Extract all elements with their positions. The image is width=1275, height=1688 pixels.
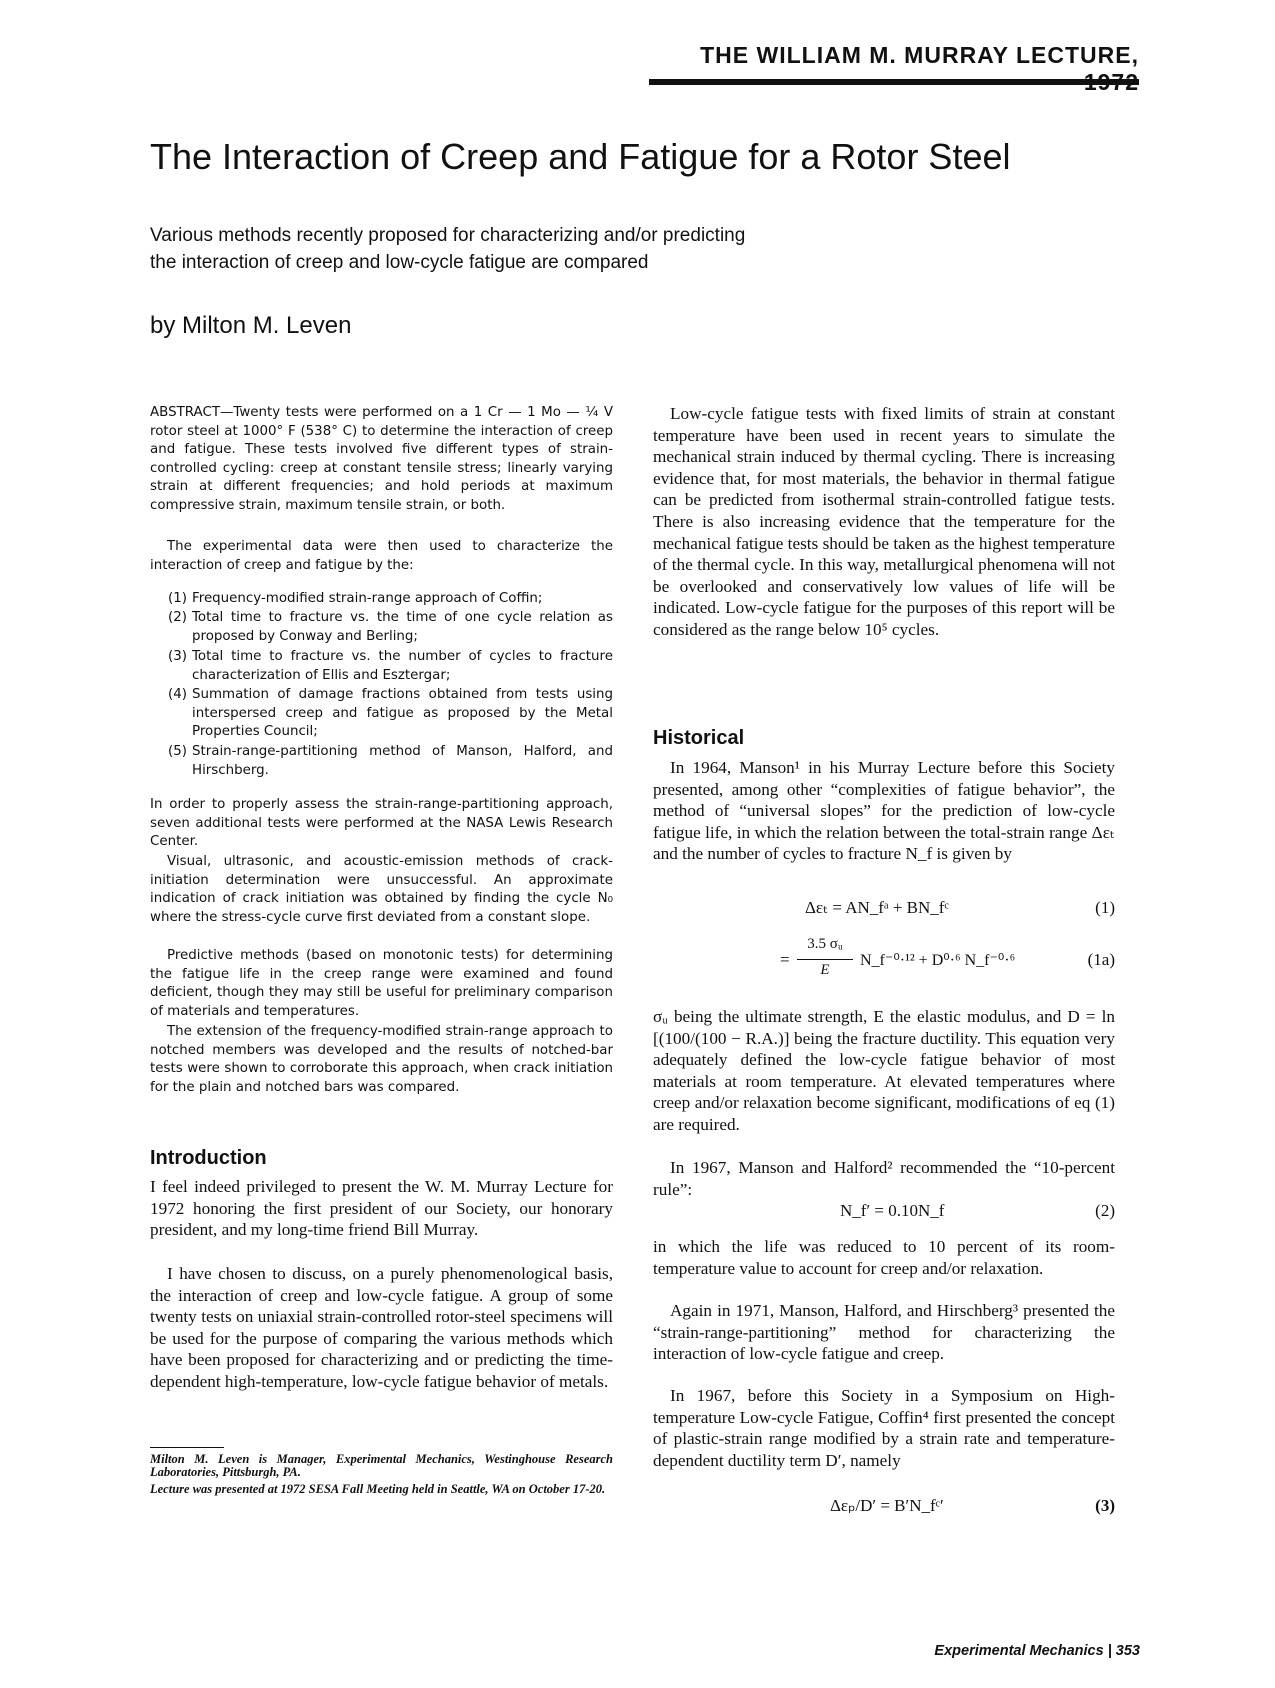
equation-1: Δεₜ = AN_fᵃ + BN_fᶜ xyxy=(805,898,949,917)
historical-paragraph-3: In 1967, Manson and Halford² recommended the “10-percent rule”: xyxy=(653,1158,1115,1199)
list-text: Strain-range-partitioning method of Manson, Halford, and Hirschberg. xyxy=(192,744,613,778)
abstract-paragraph-4: Visual, ultrasonic, and acoustic-emission methods of crack-initiation determination were unsuccessful. An approximate indication of crack initiation was obtained by finding the cycle N₀ where the stress-cycle curve first deviated from a constant slope. xyxy=(150,854,613,925)
introduction-paragraph-1: I feel indeed privileged to present the W. M. Murray Lecture for 1972 honoring the first president of our Society, our honorary president, and my long-time friend Bill Murray. xyxy=(150,1177,613,1240)
equation-1a-denominator: E xyxy=(820,962,830,978)
footer-separator: | xyxy=(1107,1643,1112,1659)
page-number: 353 xyxy=(1115,1643,1140,1659)
equation-3: Δεₚ/D′ = B′N_fᶜ′ xyxy=(830,1496,944,1515)
header-rule xyxy=(649,79,1139,85)
historical-paragraph-5: Again in 1971, Manson, Halford, and Hirschberg³ presented the “strain-range-partitioning” method for characterizing the interaction of low-cycle fatigue and creep. xyxy=(653,1301,1115,1364)
equation-1-number: (1) xyxy=(1095,898,1115,917)
introduction-paragraph-2: I have chosen to discuss, on a purely phenomenological basis, the interaction of creep and low-cycle fatigue. A group of some twenty tests on uniaxial strain-controlled rotor-steel specimens will be used for the purpose of comparing the various methods which have been proposed for characterizing and or predicting the time-dependent high-temperature, low-cycle fatigue behavior of metals. xyxy=(150,1264,613,1391)
abstract-paragraph-3: In order to properly assess the strain-range-partitioning approach, seven additional tests were performed at the NASA Lewis Research Center. xyxy=(150,797,613,850)
historical-paragraph-2: σᵤ being the ultimate strength, E the elastic modulus, and D = ln [(100/(100 − R.A.)] being the fracture ductility. This equation very adequately defined the low-cycle fatigue behavior of most materials at room temperature. At elevated temperatures where creep and/or relaxation become significant, modifications of eq (1) are required. xyxy=(653,1007,1115,1134)
historical-paragraph-4: in which the life was reduced to 10 percent of its room-temperature value to account for creep and/or relaxation. xyxy=(653,1237,1115,1278)
equation-2: N_f′ = 0.10N_f xyxy=(840,1201,945,1220)
article-title: The Interaction of Creep and Fatigue for a Rotor Steel xyxy=(150,136,1011,177)
equation-1a-equals: = xyxy=(780,950,790,969)
journal-name: Experimental Mechanics xyxy=(934,1643,1104,1659)
byline: by Milton M. Leven xyxy=(150,312,352,339)
historical-paragraph-6: In 1967, before this Society in a Symposium on High-temperature Low-cycle Fatigue, Coffin⁴ first presented the concept of plastic-strain range modified by a strain rate and temperature-dependent ductility term D′, namely xyxy=(653,1386,1115,1470)
list-text: Total time to fracture vs. the time of one cycle relation as proposed by Conway and Berling; xyxy=(192,610,613,644)
equation-1a-number: (1a) xyxy=(1087,950,1115,969)
list-text: Frequency-modified strain-range approach of Coffin; xyxy=(192,591,543,606)
meeting-footnote: Lecture was presented at 1972 SESA Fall Meeting held in Seattle, WA on October 17-20. xyxy=(150,1482,606,1496)
abstract-paragraph-2: The experimental data were then used to characterize the interaction of creep and fatigue by the: xyxy=(150,539,613,573)
abstract-paragraph-6: The extension of the frequency-modified strain-range approach to notched members was developed and the results of notched-bar tests were shown to corroborate this approach, when crack initiation for the plain and notched bars was compared. xyxy=(150,1024,613,1095)
page-footer xyxy=(900,1643,1140,1659)
historical-paragraph-1: In 1964, Manson¹ in his Murray Lecture before this Society presented, among other “complexities of fatigue behavior”, the method of “universal slopes” for the prediction of low-cycle fatigue life, in which the relation between the total-strain range Δεₜ and the number of cycles to fracture N_f is given by xyxy=(653,758,1115,864)
footnote-rule xyxy=(150,1447,224,1448)
list-number: (3) xyxy=(168,649,187,664)
abstract-paragraph-1: ABSTRACT—Twenty tests were performed on a 1 Cr — 1 Mo — ¼ V rotor steel at 1000° F (538° C) to determine the interaction of creep and fatigue. These tests involved five different types of strain-controlled cycling: creep at constant tensile stress; linearly varying strain at different frequencies; and hold periods at maximum compressive strain, maximum tensile strain, or both. xyxy=(150,405,613,513)
equation-1a-numerator: 3.5 σᵤ xyxy=(807,936,843,952)
historical-heading: Historical xyxy=(653,727,745,749)
list-text: Total time to fracture vs. the number of cycles to fracture characterization of Ellis and Esztergar; xyxy=(192,649,613,683)
equation-3-number: (3) xyxy=(1095,1496,1115,1515)
list-number: (2) xyxy=(168,610,187,625)
abstract-paragraph-5: Predictive methods (based on monotonic tests) for determining the fatigue life in the creep range were examined and found deficient, though they may still be useful for preliminary comparison of materials and temperatures. xyxy=(150,948,613,1019)
equation-1a-tail: N_f⁻⁰·¹² + D⁰·⁶ N_f⁻⁰·⁶ xyxy=(860,952,1016,969)
list-number: (5) xyxy=(168,744,187,759)
list-text: Summation of damage fractions obtained from tests using interspersed creep and fatigue as proposed by the Metal Properties Council; xyxy=(192,687,613,740)
list-number: (1) xyxy=(168,591,187,606)
list-number: (4) xyxy=(168,687,187,702)
running-header: THE WILLIAM M. MURRAY LECTURE, xyxy=(700,42,1139,68)
subtitle-line-1: Various methods recently proposed for characterizing and/or predicting xyxy=(150,225,746,246)
author-footnote: Milton M. Leven is Manager, Experimental Mechanics, Westinghouse Research Laboratories, Pittsburgh, PA. xyxy=(150,1452,613,1479)
equation-1a-fraction-bar xyxy=(797,959,853,960)
subtitle-line-2: the interaction of creep and low-cycle fatigue are compared xyxy=(150,252,649,273)
introduction-heading: Introduction xyxy=(150,1147,267,1169)
equation-2-number: (2) xyxy=(1095,1201,1115,1220)
intro-right-paragraph: Low-cycle fatigue tests with fixed limits of strain at constant temperature have been used in recent years to simulate the mechanical strain induced by thermal cycling. There is increasing evidence that, for most materials, the behavior in thermal fatigue can be predicted from isothermal strain-controlled fatigue tests. There is also increasing evidence that the temperature for the mechanical fatigue tests should be taken as the highest temperature of the thermal cycle. In this way, metallurgical phenomena will not be overlooked and conservatively low values of life will be indicated. Low-cycle fatigue for the purposes of this report will be considered as the range below 10⁵ cycles. xyxy=(653,404,1115,639)
